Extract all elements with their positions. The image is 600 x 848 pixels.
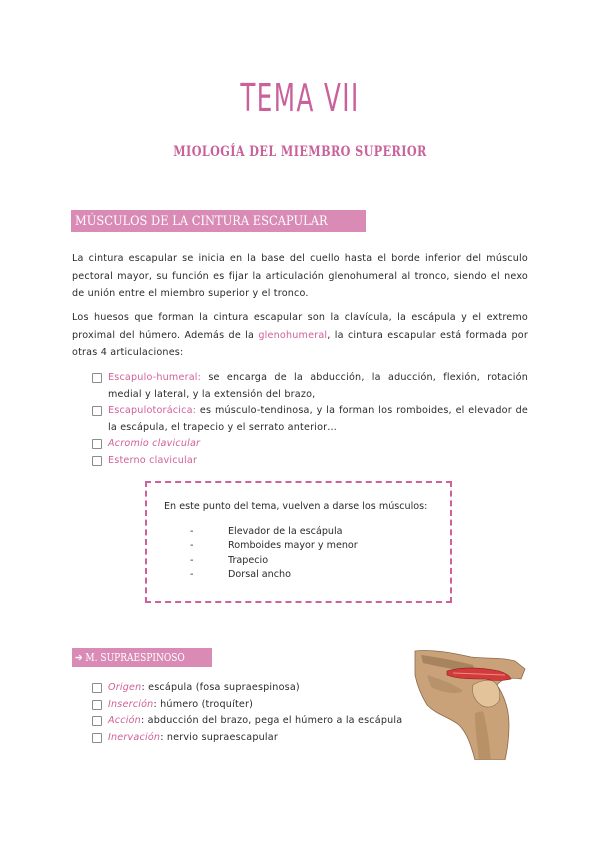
detail-term: Inervación <box>108 731 161 743</box>
muscle-name: Dorsal ancho <box>228 568 291 580</box>
page-title: TEMA VII <box>240 76 360 120</box>
list-item: - Romboides mayor y menor <box>190 539 358 553</box>
joint-term: Escapulotorácica: <box>108 405 197 416</box>
muscle-name: Trapecio <box>228 554 269 566</box>
checkbox-icon[interactable] <box>92 373 102 383</box>
detail-term: Acción <box>108 715 141 726</box>
detail-text: : abducción del brazo, pega el húmero a la escápula <box>140 715 403 726</box>
note-intro: En este punto del tema, vuelven a darse los músculos: <box>164 501 428 512</box>
list-item <box>92 403 528 436</box>
list-item <box>92 436 528 453</box>
joint-term: Esterno clavicular <box>108 454 198 466</box>
detail-text: : nervio supraescapular <box>160 731 278 743</box>
muscle-name: Romboides mayor y menor <box>228 540 358 552</box>
muscle-heading-text: ➔ M. SUPRAESPINOSO <box>75 651 185 664</box>
checkbox-icon[interactable] <box>92 406 102 416</box>
bones-paragraph <box>72 309 528 362</box>
muscle-name: Elevador de la escápula <box>228 526 343 537</box>
list-item <box>92 370 528 403</box>
glenohumeral-highlight: glenohumeral <box>258 329 328 341</box>
page-subtitle: MIOLOGÍA DEL MIEMBRO SUPERIOR <box>173 144 427 160</box>
list-item: - Trapecio <box>190 554 358 568</box>
note-box <box>145 481 452 603</box>
section-heading-text: MÚSCULOS DE LA CINTURA ESCAPULAR <box>75 213 328 229</box>
intro-paragraph: La cintura escapular se inicia en la base del cuello hasta el borde inferior del músculo pectoral mayor, su función es fijar la articulación glenohumeral al tronco, siendo el nexo de unión entre el miembro superior y el tronco. <box>72 253 528 299</box>
checkbox-icon[interactable] <box>92 456 102 466</box>
bones-paragraph-text: Los huesos que forman la cintura escapular son la clavícula, la escápula y el extremo proximal del húmero. Además de la <box>72 312 528 341</box>
list-item <box>92 453 528 470</box>
list-item: - Dorsal ancho <box>190 568 358 582</box>
joint-description: es músculo-tendinosa, y la forman los romboides, el elevador de la escápula, el trapecio y el serrato anterior… <box>108 405 528 433</box>
joint-term: Escapulo-humeral: <box>108 372 202 383</box>
section-heading <box>71 210 366 232</box>
joint-description: se encarga de la abducción, la aducción, flexión, rotación medial y lateral, y la extensión del brazo, <box>108 372 528 400</box>
detail-text: : escápula (fosa supraespinosa) <box>141 682 300 693</box>
checkbox-icon[interactable] <box>92 700 102 710</box>
checkbox-icon[interactable] <box>92 439 102 449</box>
checkbox-icon[interactable] <box>92 716 102 726</box>
list-item: - Elevador de la escápula <box>190 525 358 539</box>
muscle-list <box>190 525 358 582</box>
checkbox-icon[interactable] <box>92 733 102 743</box>
joint-term: Acromio clavicular <box>108 438 201 449</box>
checkbox-icon[interactable] <box>92 683 102 693</box>
detail-term: Origen <box>108 682 142 693</box>
joints-checklist <box>92 370 528 469</box>
muscle-heading <box>72 648 212 667</box>
bones-paragraph-end: , la cintura escapular está formada por otras 4 articulaciones: <box>72 329 528 358</box>
detail-text: : húmero (troquíter) <box>153 698 254 710</box>
detail-term: Inserción <box>108 698 154 710</box>
shoulder-anatomy-illustration <box>413 645 529 760</box>
